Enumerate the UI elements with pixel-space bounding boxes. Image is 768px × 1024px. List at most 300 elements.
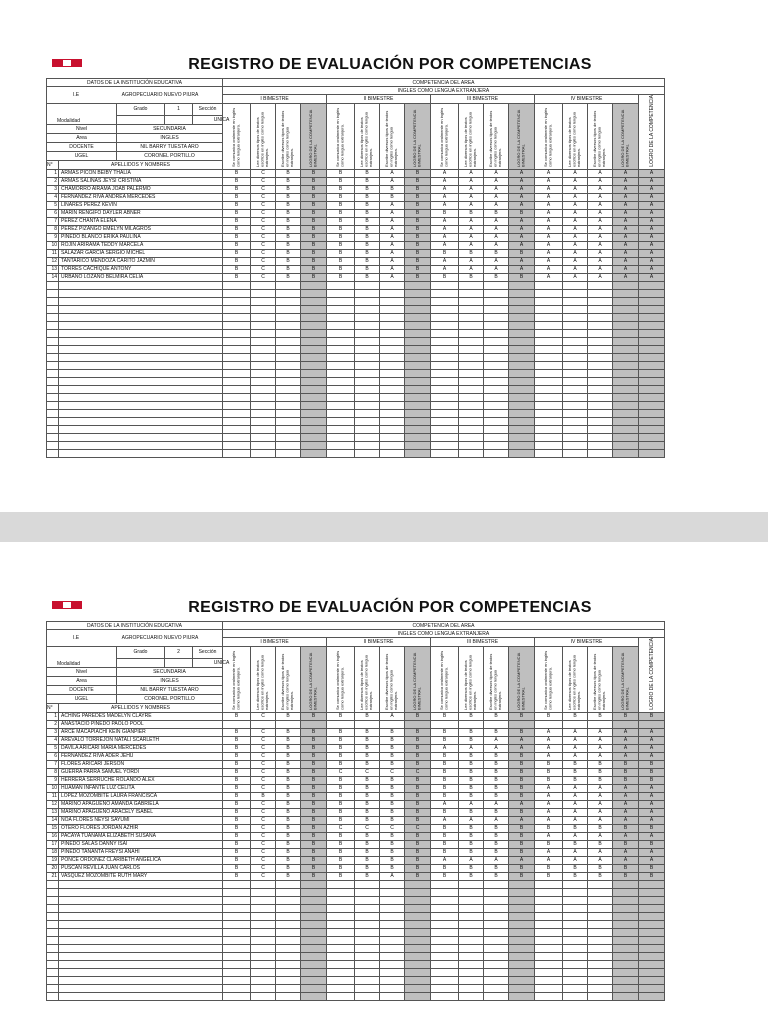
grade-cell: A <box>588 225 613 233</box>
grade-cell: A <box>380 872 405 880</box>
grade-cell: B <box>380 848 405 856</box>
grade-cell: C <box>251 257 276 265</box>
grade-cell: B <box>301 209 327 217</box>
grade-cell: A <box>588 728 613 736</box>
grade-cell <box>509 321 535 329</box>
grade-cell: C <box>251 169 276 177</box>
grade-cell <box>509 337 535 345</box>
final-logro-cell <box>639 720 665 728</box>
grade-cell: A <box>613 832 639 840</box>
grade-cell: A <box>535 249 563 257</box>
grade-cell <box>405 960 431 968</box>
grade-cell <box>509 992 535 1000</box>
grade-cell <box>613 409 639 417</box>
grade-cell <box>563 888 588 896</box>
table-row <box>47 409 665 417</box>
grade-cell <box>327 720 355 728</box>
grade-cell: B <box>380 816 405 824</box>
grade-cell <box>327 992 355 1000</box>
grade-cell: A <box>535 792 563 800</box>
grade-cell: B <box>431 848 459 856</box>
grade-cell <box>327 920 355 928</box>
student-name <box>59 377 223 385</box>
grade-cell: B <box>431 784 459 792</box>
table-row <box>47 209 665 217</box>
grade-cell: A <box>535 265 563 273</box>
grade-cell: A <box>484 816 509 824</box>
grade-cell <box>301 385 327 393</box>
grade-cell <box>327 944 355 952</box>
competency-label: Lee diversos tipos de textos escritos en inglés como lengua extranjera. <box>463 654 478 710</box>
final-logro-cell <box>639 305 665 313</box>
grade-cell: A <box>563 209 588 217</box>
grade-cell <box>613 313 639 321</box>
grade-cell <box>301 960 327 968</box>
competency-header-2-2 <box>355 104 380 170</box>
student-name <box>59 433 223 441</box>
grade-cell: B <box>301 169 327 177</box>
grade-cell <box>380 720 405 728</box>
grade-cell <box>431 369 459 377</box>
grade-cell <box>535 992 563 1000</box>
grade-cell <box>251 896 276 904</box>
student-name <box>59 289 223 297</box>
competency-label: Lee diversos tipos de textos escritos en inglés como lengua extranjera. <box>255 111 270 167</box>
table-row <box>47 824 665 832</box>
table-row <box>47 265 665 273</box>
grade-cell: B <box>276 872 301 880</box>
grade-cell <box>484 976 509 984</box>
student-name <box>59 393 223 401</box>
grade-cell <box>535 393 563 401</box>
table-row <box>47 928 665 936</box>
grade-cell: B <box>223 752 251 760</box>
grade-cell <box>431 992 459 1000</box>
grade-cell <box>355 433 380 441</box>
student-number: 9 <box>47 233 59 241</box>
grade-cell <box>535 329 563 337</box>
grade-cell <box>484 433 509 441</box>
table-row <box>47 225 665 233</box>
grade-cell: C <box>251 832 276 840</box>
grade-cell: B <box>459 712 484 720</box>
grade-cell <box>431 345 459 353</box>
grade-cell <box>613 904 639 912</box>
grade-cell: B <box>355 728 380 736</box>
grade-cell: B <box>509 776 535 784</box>
final-logro-cell <box>639 992 665 1000</box>
grade-cell: A <box>535 257 563 265</box>
grade-cell <box>380 896 405 904</box>
table-row <box>47 832 665 840</box>
grade-cell: B <box>484 752 509 760</box>
student-number <box>47 976 59 984</box>
grade-cell: B <box>327 712 355 720</box>
student-number <box>47 321 59 329</box>
student-name: PACAYA TUANAMA ELIZABETH SUSANA <box>59 832 223 840</box>
grade-cell <box>613 361 639 369</box>
grade-cell <box>563 425 588 433</box>
student-number <box>47 449 59 457</box>
student-number <box>47 433 59 441</box>
grade-cell: C <box>251 856 276 864</box>
student-number: 14 <box>47 816 59 824</box>
grade-cell <box>563 353 588 361</box>
student-number <box>47 928 59 936</box>
grade-cell <box>276 409 301 417</box>
grade-cell: B <box>459 864 484 872</box>
grade-cell: B <box>431 209 459 217</box>
grade-cell: A <box>484 265 509 273</box>
grade-cell <box>251 329 276 337</box>
grade-cell: B <box>276 185 301 193</box>
grade-cell: B <box>535 864 563 872</box>
grade-cell: A <box>459 265 484 273</box>
grade-cell: B <box>327 848 355 856</box>
table-row <box>47 912 665 920</box>
grade-cell <box>251 968 276 976</box>
grade-cell: B <box>431 776 459 784</box>
grade-cell: A <box>509 265 535 273</box>
grade-cell: A <box>613 257 639 265</box>
final-logro-cell <box>639 880 665 888</box>
grade-cell <box>459 936 484 944</box>
competency-header-3-2 <box>459 647 484 713</box>
grade-cell <box>223 960 251 968</box>
grade-cell <box>588 321 613 329</box>
grade-cell: B <box>223 848 251 856</box>
grade-cell <box>535 313 563 321</box>
student-name: SALAZAR GARCIA SERGIO MICHEL <box>59 249 223 257</box>
grade-cell: A <box>563 848 588 856</box>
grade-cell <box>301 912 327 920</box>
grade-cell <box>613 936 639 944</box>
grade-cell <box>563 369 588 377</box>
grade-cell: A <box>509 800 535 808</box>
grade-cell <box>484 361 509 369</box>
bimestre-header-2: II BIMESTRE <box>327 638 431 647</box>
student-number <box>47 329 59 337</box>
grade-cell: A <box>380 265 405 273</box>
grade-cell <box>563 313 588 321</box>
grade-cell: B <box>509 848 535 856</box>
grade-cell <box>563 449 588 457</box>
grade-cell: A <box>613 856 639 864</box>
ie-row <box>47 630 223 647</box>
grade-cell: B <box>380 776 405 784</box>
grade-cell <box>535 904 563 912</box>
grade-cell <box>276 984 301 992</box>
student-number: 11 <box>47 249 59 257</box>
grade-cell <box>431 377 459 385</box>
competency-header-2-3 <box>380 104 405 170</box>
grade-cell: B <box>223 840 251 848</box>
grade-cell <box>484 904 509 912</box>
grade-cell <box>301 441 327 449</box>
competency-header-1-2 <box>251 104 276 170</box>
grade-cell <box>431 968 459 976</box>
grade-cell <box>613 321 639 329</box>
grade-cell <box>484 385 509 393</box>
grade-cell <box>588 305 613 313</box>
grade-cell <box>276 720 301 728</box>
grade-cell <box>535 896 563 904</box>
grade-cell <box>613 433 639 441</box>
student-name <box>59 920 223 928</box>
grade-cell <box>405 880 431 888</box>
grade-cell: A <box>588 265 613 273</box>
table-row <box>47 776 665 784</box>
grade-cell <box>355 928 380 936</box>
grade-cell <box>276 393 301 401</box>
grade-cell: B <box>276 225 301 233</box>
competency-header-3-2 <box>459 104 484 170</box>
grade-cell: B <box>535 840 563 848</box>
grade-cell: B <box>509 824 535 832</box>
grade-cell: A <box>380 217 405 225</box>
table-row <box>47 401 665 409</box>
grade-cell: C <box>251 209 276 217</box>
grade-cell <box>276 912 301 920</box>
grade-cell <box>301 321 327 329</box>
grade-cell: A <box>613 241 639 249</box>
grade-cell <box>327 337 355 345</box>
grade-cell: A <box>431 816 459 824</box>
student-name: PONCE ORDOÑEZ CLARIBETH ANGELICA <box>59 856 223 864</box>
apellidos-header: APELLIDOS Y NOMBRES <box>59 703 223 712</box>
grade-cell: B <box>301 832 327 840</box>
final-logro-cell <box>639 984 665 992</box>
grade-cell <box>484 345 509 353</box>
grade-cell <box>535 968 563 976</box>
grade-cell: B <box>405 872 431 880</box>
grade-cell <box>613 920 639 928</box>
grade-cell <box>535 385 563 393</box>
grade-cell: B <box>223 712 251 720</box>
grade-cell <box>251 345 276 353</box>
competency-label: Lee diversos tipos de textos escritos en inglés como lengua extranjera. <box>255 654 270 710</box>
grade-cell <box>301 281 327 289</box>
table-row <box>47 752 665 760</box>
grade-cell: B <box>563 760 588 768</box>
grade-cell: B <box>276 712 301 720</box>
grade-cell <box>327 313 355 321</box>
grade-cell <box>484 401 509 409</box>
grade-cell: B <box>301 816 327 824</box>
final-logro-cell: A <box>639 848 665 856</box>
grade-cell <box>459 976 484 984</box>
grade-cell <box>431 896 459 904</box>
ugel-value: CORONEL PORTILLO <box>117 151 223 160</box>
grade-cell <box>535 417 563 425</box>
student-name: ANASTACIO PINEDO PAOLO POOL <box>59 720 223 728</box>
grade-cell <box>405 401 431 409</box>
student-number: 2 <box>47 177 59 185</box>
grade-cell <box>405 912 431 920</box>
grade-cell <box>301 433 327 441</box>
nivel-value: SECUNDARIA <box>117 667 223 676</box>
grade-cell: B <box>535 760 563 768</box>
grade-cell: B <box>509 760 535 768</box>
grade-cell: B <box>276 209 301 217</box>
grade-cell <box>509 952 535 960</box>
grade-cell <box>380 912 405 920</box>
grade-cell <box>588 896 613 904</box>
grade-cell <box>484 281 509 289</box>
final-logro-cell <box>639 289 665 297</box>
grade-cell: A <box>613 249 639 257</box>
student-number: 1 <box>47 712 59 720</box>
grade-cell: C <box>251 808 276 816</box>
grade-cell: B <box>223 816 251 824</box>
final-logro-cell: A <box>639 273 665 281</box>
grade-cell <box>380 984 405 992</box>
grade-cell <box>459 968 484 976</box>
grade-cell <box>355 329 380 337</box>
grade-cell: B <box>484 792 509 800</box>
competencia-area-header: COMPETENCIA DEL AREA <box>223 622 665 630</box>
grade-cell <box>405 417 431 425</box>
final-logro-cell <box>639 321 665 329</box>
grade-cell <box>355 337 380 345</box>
grade-cell: A <box>459 816 484 824</box>
grade-cell <box>563 968 588 976</box>
final-logro-cell: A <box>639 201 665 209</box>
grade-cell <box>431 385 459 393</box>
grade-cell: B <box>509 864 535 872</box>
ie-label: I.E <box>72 92 80 98</box>
grade-cell <box>301 417 327 425</box>
grade-cell: B <box>355 257 380 265</box>
grade-cell: A <box>535 832 563 840</box>
grade-cell <box>613 377 639 385</box>
grade-cell: B <box>563 712 588 720</box>
grade-cell <box>535 281 563 289</box>
grade-cell <box>251 385 276 393</box>
grade-cell <box>613 912 639 920</box>
grade-cell: A <box>380 225 405 233</box>
grade-cell: B <box>509 872 535 880</box>
grade-cell <box>327 385 355 393</box>
grade-cell: B <box>327 872 355 880</box>
grade-cell: C <box>251 744 276 752</box>
competency-label: LOGRO DE LA COMPETENCIA BIMESTRAL <box>411 109 422 167</box>
grade-cell <box>223 305 251 313</box>
grade-cell: B <box>355 760 380 768</box>
grade-cell: A <box>613 752 639 760</box>
competency-label: Se comunica oralmente en inglés como lengua extranjera. <box>230 107 241 167</box>
grade-cell: B <box>380 185 405 193</box>
grade-cell: B <box>405 177 431 185</box>
grade-cell: B <box>459 872 484 880</box>
grade-cell <box>588 720 613 728</box>
grade-cell: B <box>223 872 251 880</box>
grade-cell: B <box>588 864 613 872</box>
grade-cell <box>380 385 405 393</box>
grade-cell: B <box>327 856 355 864</box>
table-row <box>47 433 665 441</box>
grade-cell: B <box>405 249 431 257</box>
grade-cell: B <box>405 712 431 720</box>
student-number <box>47 281 59 289</box>
student-number <box>47 313 59 321</box>
final-logro-cell: A <box>639 736 665 744</box>
grade-cell <box>563 960 588 968</box>
table-row <box>47 712 665 720</box>
student-number: 6 <box>47 209 59 217</box>
grade-cell: A <box>535 816 563 824</box>
grade-cell: B <box>223 169 251 177</box>
grade-cell <box>613 385 639 393</box>
grade-cell <box>563 433 588 441</box>
final-logro-cell <box>639 393 665 401</box>
grade-cell: A <box>588 736 613 744</box>
student-number: 11 <box>47 792 59 800</box>
grade-cell <box>223 928 251 936</box>
grade-cell <box>276 944 301 952</box>
final-logro-cell <box>639 928 665 936</box>
student-number <box>47 936 59 944</box>
grade-cell: A <box>535 856 563 864</box>
competency-header-1-1 <box>223 104 251 170</box>
grade-cell <box>355 425 380 433</box>
student-name <box>59 297 223 305</box>
grade-cell <box>459 896 484 904</box>
grade-cell <box>563 976 588 984</box>
institution-data-header: DATOS DE LA INSTITUCIÓN EDUCATIVA <box>47 79 223 87</box>
grade-cell <box>327 888 355 896</box>
area-label: Area <box>47 133 117 142</box>
final-logro-cell: A <box>639 808 665 816</box>
grade-cell <box>459 417 484 425</box>
grade-cell <box>301 720 327 728</box>
grade-cell <box>484 377 509 385</box>
final-logro-cell: B <box>639 824 665 832</box>
student-number <box>47 417 59 425</box>
grade-cell: B <box>276 265 301 273</box>
final-logro-cell <box>639 297 665 305</box>
grade-cell <box>327 449 355 457</box>
grade-cell: A <box>431 856 459 864</box>
grade-cell: B <box>301 201 327 209</box>
grade-cell: B <box>301 744 327 752</box>
grade-cell: B <box>355 241 380 249</box>
grado-blank <box>117 115 165 124</box>
grade-cell: A <box>509 217 535 225</box>
grade-cell <box>380 928 405 936</box>
grade-cell <box>276 369 301 377</box>
grade-cell: B <box>563 840 588 848</box>
grade-cell <box>301 409 327 417</box>
student-name <box>59 321 223 329</box>
grade-cell: B <box>405 736 431 744</box>
grade-cell <box>301 329 327 337</box>
competency-header-2-2 <box>355 647 380 713</box>
grade-cell <box>563 337 588 345</box>
grade-cell <box>563 377 588 385</box>
grade-cell: A <box>588 193 613 201</box>
final-logro-cell <box>639 433 665 441</box>
grade-cell <box>588 936 613 944</box>
grade-cell: A <box>613 193 639 201</box>
grade-cell: B <box>355 840 380 848</box>
grade-cell <box>405 992 431 1000</box>
grade-cell <box>327 928 355 936</box>
grade-cell: B <box>355 848 380 856</box>
grade-cell <box>459 289 484 297</box>
grade-cell: B <box>405 241 431 249</box>
grade-cell <box>509 960 535 968</box>
